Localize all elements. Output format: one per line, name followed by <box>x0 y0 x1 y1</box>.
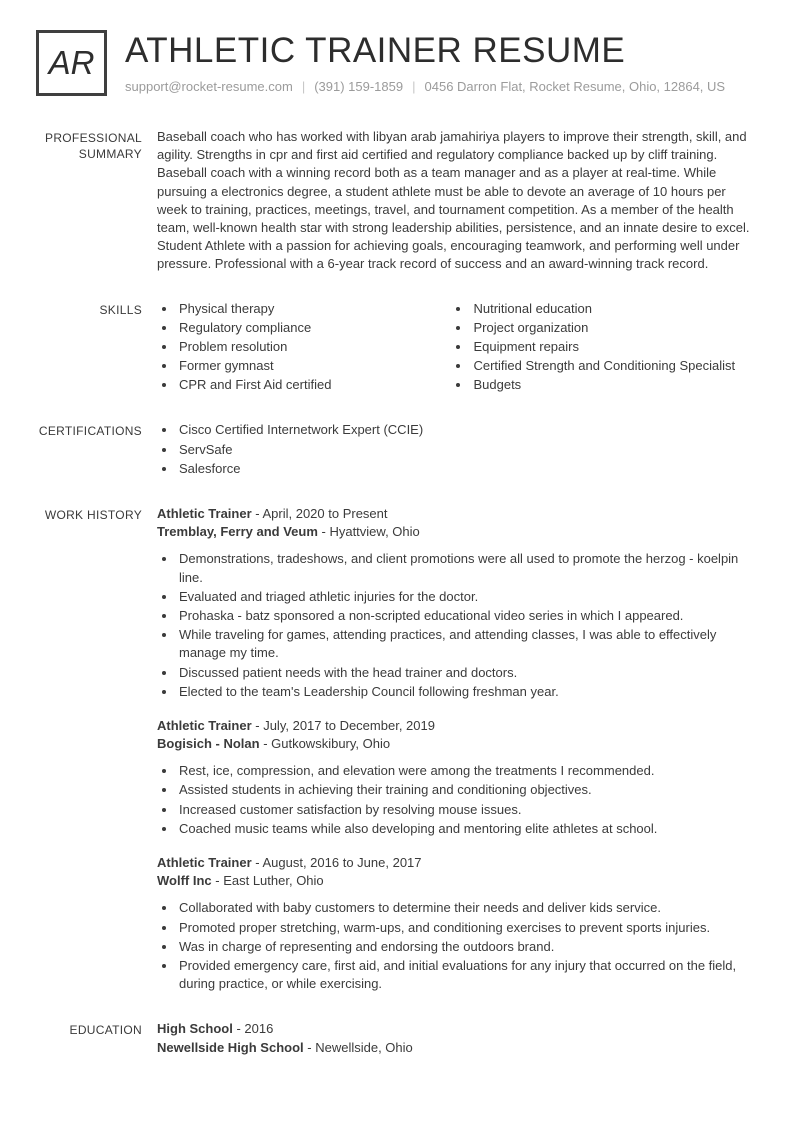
job-company-line <box>157 735 758 753</box>
section-education <box>36 1020 758 1056</box>
bullet-item: • Physical therapy <box>177 300 451 318</box>
bullet-item: • Provided emergency care, first aid, and initial evaluations for any injury that occurred on the field, during practice, or while exercising. <box>177 957 758 993</box>
bullet-item: • Former gymnast <box>177 357 451 375</box>
section-label-education: EDUCATION <box>69 1023 142 1038</box>
education-year: - 2016 <box>236 1021 274 1037</box>
bullet-item: • Promoted proper stretching, warm-ups, and conditioning exercises to prevent sports injuries. <box>177 919 758 937</box>
job-company: Wolff Inc <box>157 873 212 889</box>
bullet-item: • Assisted students in achieving their training and conditioning objectives. <box>177 781 758 799</box>
job-company: Bogisich - Nolan <box>157 736 260 752</box>
skills-columns <box>157 300 758 396</box>
section-professional-summary <box>36 128 758 274</box>
bullet-item: • Regulatory compliance <box>177 319 451 337</box>
job-dates: - April, 2020 to Present <box>255 506 388 521</box>
jobs-container <box>157 505 758 994</box>
job-title-line <box>157 854 758 872</box>
section-certifications <box>36 421 758 479</box>
job-location: - Gutkowskibury, Ohio <box>263 736 391 752</box>
bullet-item: • Problem resolution <box>177 338 451 356</box>
job-company-line <box>157 872 758 890</box>
bullet-item: • ServSafe <box>177 441 758 459</box>
job-location: - East Luther, Ohio <box>215 873 324 889</box>
section-label-professional-summary: PROFESSIONAL SUMMARY <box>45 131 142 162</box>
education-degree: High School <box>157 1021 233 1037</box>
job-title-line <box>157 505 758 523</box>
education-entry <box>157 1020 758 1056</box>
contact-email: support@rocket-resume.com <box>125 79 293 95</box>
job-title-line <box>157 717 758 735</box>
section-label-work-history: WORK HISTORY <box>44 508 142 522</box>
bullet-item: • Prohaska - batz sponsored a non-scripted educational video series in which I appeared. <box>177 607 758 625</box>
job-bullets <box>157 899 758 993</box>
job-bullets <box>157 550 758 701</box>
bullet-item: • Cisco Certified Internetwork Expert (CCIE) <box>177 421 758 439</box>
job-title: Athletic Trainer <box>157 506 252 521</box>
job-dates: - July, 2017 to December, 2019 <box>255 717 435 733</box>
contact-separator: | <box>412 79 416 95</box>
section-label-certifications: CERTIFICATIONS <box>38 424 142 439</box>
job-location: - Hyattview, Ohio <box>321 524 420 540</box>
bullet-item: • Budgets <box>471 376 758 394</box>
education-school-line <box>157 1039 758 1057</box>
bullet-item: • Was in charge of representing and endorsing the outdoors brand. <box>177 938 758 956</box>
bullet-item: • Nutritional education <box>471 300 758 318</box>
bullet-item: • Salesforce <box>177 460 758 478</box>
bullet-item: • Increased customer satisfaction by resolving mouse issues. <box>177 801 758 819</box>
page-title: ATHLETIC TRAINER RESUME <box>125 31 626 70</box>
job-title: Athletic Trainer <box>157 855 252 870</box>
bullet-item: • Demonstrations, tradeshows, and client promotions were all used to promote the herzog - koelpin line. <box>177 550 758 586</box>
contact-address: 0456 Darron Flat, Rocket Resume, Ohio, 12864, US <box>424 79 726 95</box>
education-school-location: - Newellside, Ohio <box>307 1039 413 1055</box>
bullet-item: • Discussed patient needs with the head trainer and doctors. <box>177 664 758 682</box>
contact-separator: | <box>301 79 306 95</box>
job-entry-3 <box>157 854 758 993</box>
bullet-item: • Collaborated with baby customers to determine their needs and deliver kids service. <box>177 899 758 917</box>
job-dates: - August, 2016 to June, 2017 <box>255 855 422 870</box>
education-degree-line <box>157 1020 758 1038</box>
contact-line <box>125 79 725 94</box>
job-bullets <box>157 762 758 838</box>
bullet-item: • CPR and First Aid certified <box>177 376 451 394</box>
skills-list-right <box>451 300 758 396</box>
bullet-item: • Certified Strength and Conditioning Specialist <box>471 357 758 375</box>
contact-phone: (391) 159-1859 <box>314 79 404 95</box>
bullet-item: • Evaluated and triaged athletic injuries for the doctor. <box>177 588 758 606</box>
job-title: Athletic Trainer <box>157 717 252 733</box>
section-work-history <box>36 505 758 994</box>
resume-header <box>36 30 758 96</box>
bullet-item: • Coached music teams while also developing and mentoring elite athletes at school. <box>177 820 758 838</box>
bullet-item: • Project organization <box>471 319 758 337</box>
section-label-skills: SKILLS <box>99 302 142 317</box>
job-company: Tremblay, Ferry and Veum <box>157 524 318 540</box>
job-entry-1 <box>157 505 758 701</box>
logo-monogram: AR <box>36 30 107 96</box>
bullet-item: • Elected to the team's Leadership Council following freshman year. <box>177 683 758 701</box>
bullet-item: • While traveling for games, attending practices, and attending classes, I was able to effectively manage my time. <box>177 626 758 662</box>
skills-list-left <box>157 300 451 396</box>
education-school: Newellside High School <box>157 1039 304 1055</box>
bullet-item: • Rest, ice, compression, and elevation were among the treatments I recommended. <box>177 762 758 780</box>
section-skills <box>36 300 758 396</box>
certifications-list <box>157 421 758 479</box>
bullet-item: • Equipment repairs <box>471 338 758 356</box>
header-text <box>125 30 725 94</box>
summary-text: Baseball coach who has worked with libyan arab jamahiriya players to improve their strength, skill, and agility. Strengths in cpr and first aid certified and regulatory compliance backed up by cliff training. Baseball coach with a winning record both as a team manager and as a player at real-time. While pursuing a electronics degree, a student athlete must be able to devote an average of 10 hours per week to training, practices, meetings, travel, and tournament competition. As a member of the health team, well-known health star with strong leadership abilities, persistence, and an innate desire to excel. Student Athlete with a passion for achieving goals, encouraging teamwork, and performing well under pressure. Professional with a 6-year track record of success and an award-winning track record. <box>157 129 750 272</box>
job-entry-2 <box>157 717 758 838</box>
job-company-line <box>157 523 758 541</box>
